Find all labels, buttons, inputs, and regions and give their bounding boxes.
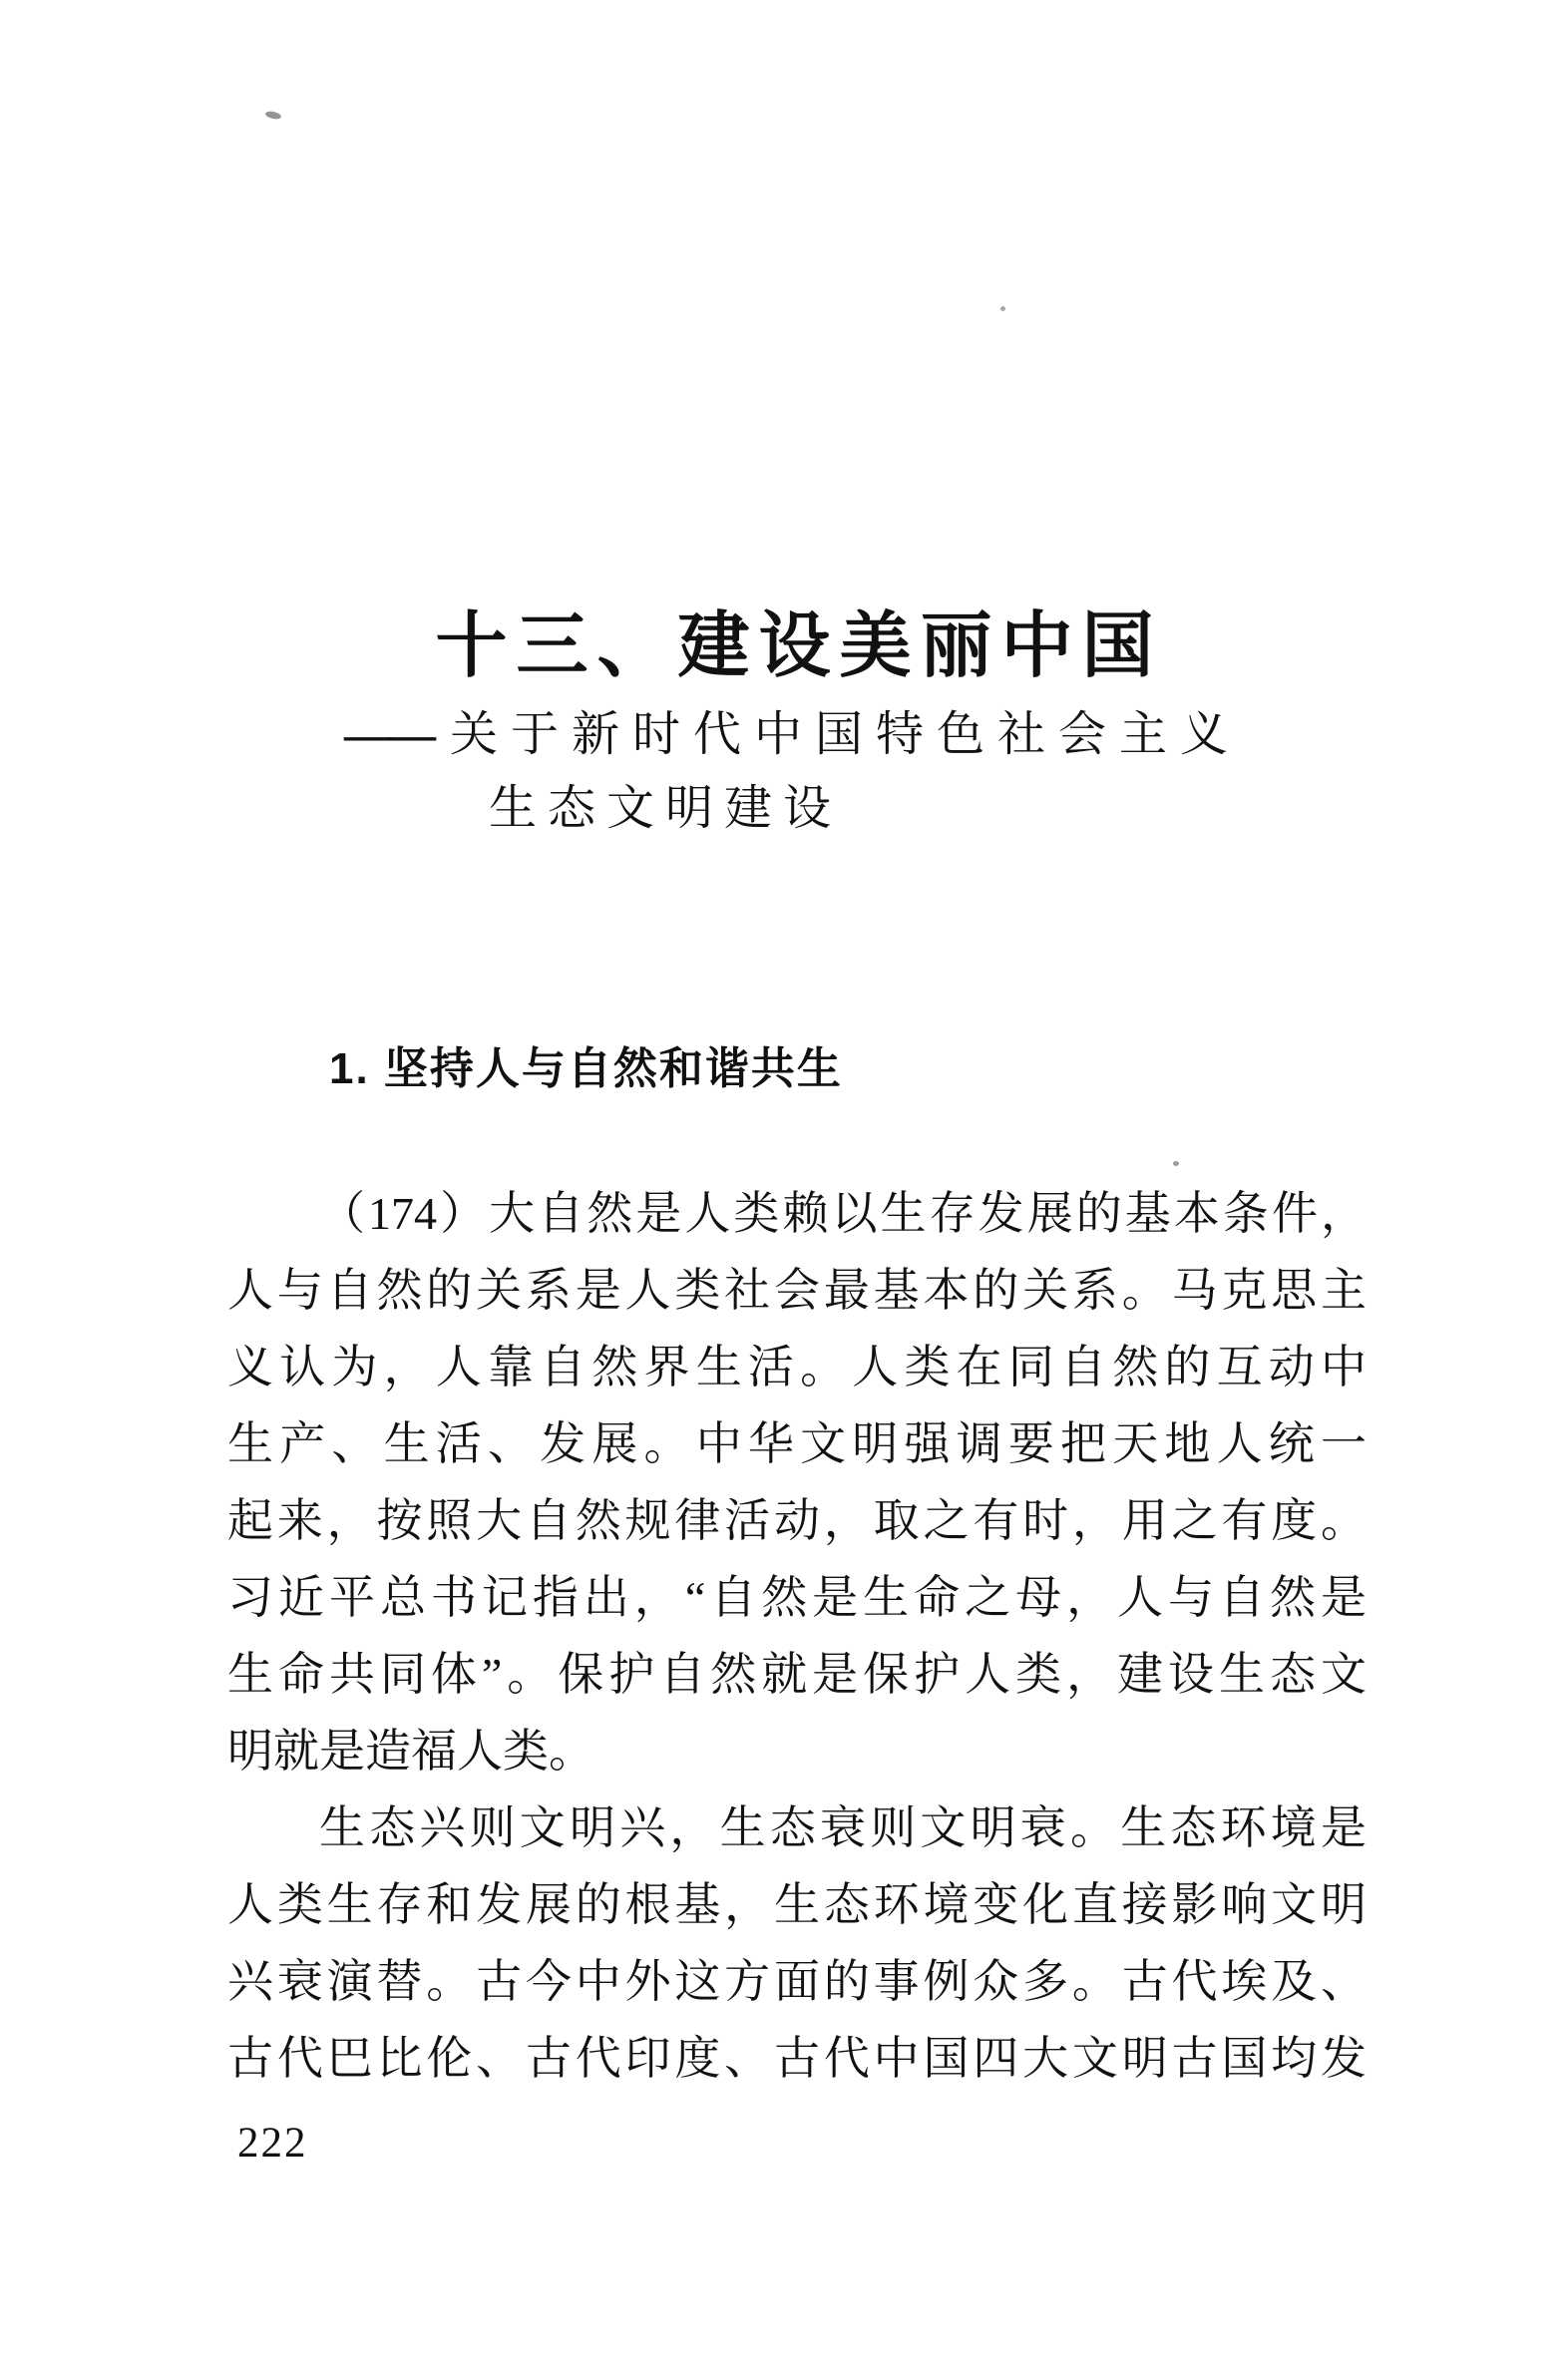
scan-speck [1173, 1161, 1179, 1166]
text-line: 生产、生活、发展。中华文明强调要把天地人统一 [227, 1418, 1367, 1469]
text-line: 明就是造福人类。 [227, 1726, 594, 1777]
paragraph-1 [227, 1175, 1367, 1789]
em-dash: —— [344, 708, 432, 761]
text-line: 人类生存和发展的根基，生态环境变化直接影响文明 [227, 1879, 1367, 1930]
scan-speck [1000, 306, 1005, 311]
scan-speck [264, 110, 281, 120]
body-text [227, 1175, 1367, 2097]
subtitle-line-2: 生态文明建设 [489, 782, 843, 835]
chapter-subtitle [344, 698, 1241, 846]
subtitle-text-1: 关于新时代中国特色社会主义 [450, 708, 1242, 761]
text-line: 兴衰演替。古今中外这方面的事例众多。古代埃及、 [227, 1956, 1367, 2007]
text-line: 生态兴则文明兴，生态衰则文明衰。生态环境是 [319, 1802, 1367, 1853]
paragraph-2 [227, 1789, 1367, 2097]
section-heading: 1. 坚持人与自然和谐共生 [329, 1043, 843, 1093]
subtitle-line-1 [344, 698, 1241, 772]
text-line: 习近平总书记指出，“自然是生命之母，人与自然是 [227, 1572, 1367, 1623]
chapter-title: 十三、建设美丽中国 [435, 606, 1163, 687]
page-number: 222 [237, 2120, 308, 2167]
text-line: 人与自然的关系是人类社会最基本的关系。马克思主 [227, 1265, 1367, 1316]
text-line: 古代巴比伦、古代印度、古代中国四大文明古国均发 [227, 2033, 1367, 2084]
text-line: 生命共同体”。保护自然就是保护人类，建设生态文 [227, 1649, 1367, 1700]
text-line: （174）大自然是人类赖以生存发展的基本条件， [319, 1188, 1367, 1239]
text-line: 起来，按照大自然规律活动，取之有时，用之有度。 [227, 1495, 1367, 1546]
text-line: 义认为，人靠自然界生活。人类在同自然的互动中 [227, 1342, 1367, 1392]
